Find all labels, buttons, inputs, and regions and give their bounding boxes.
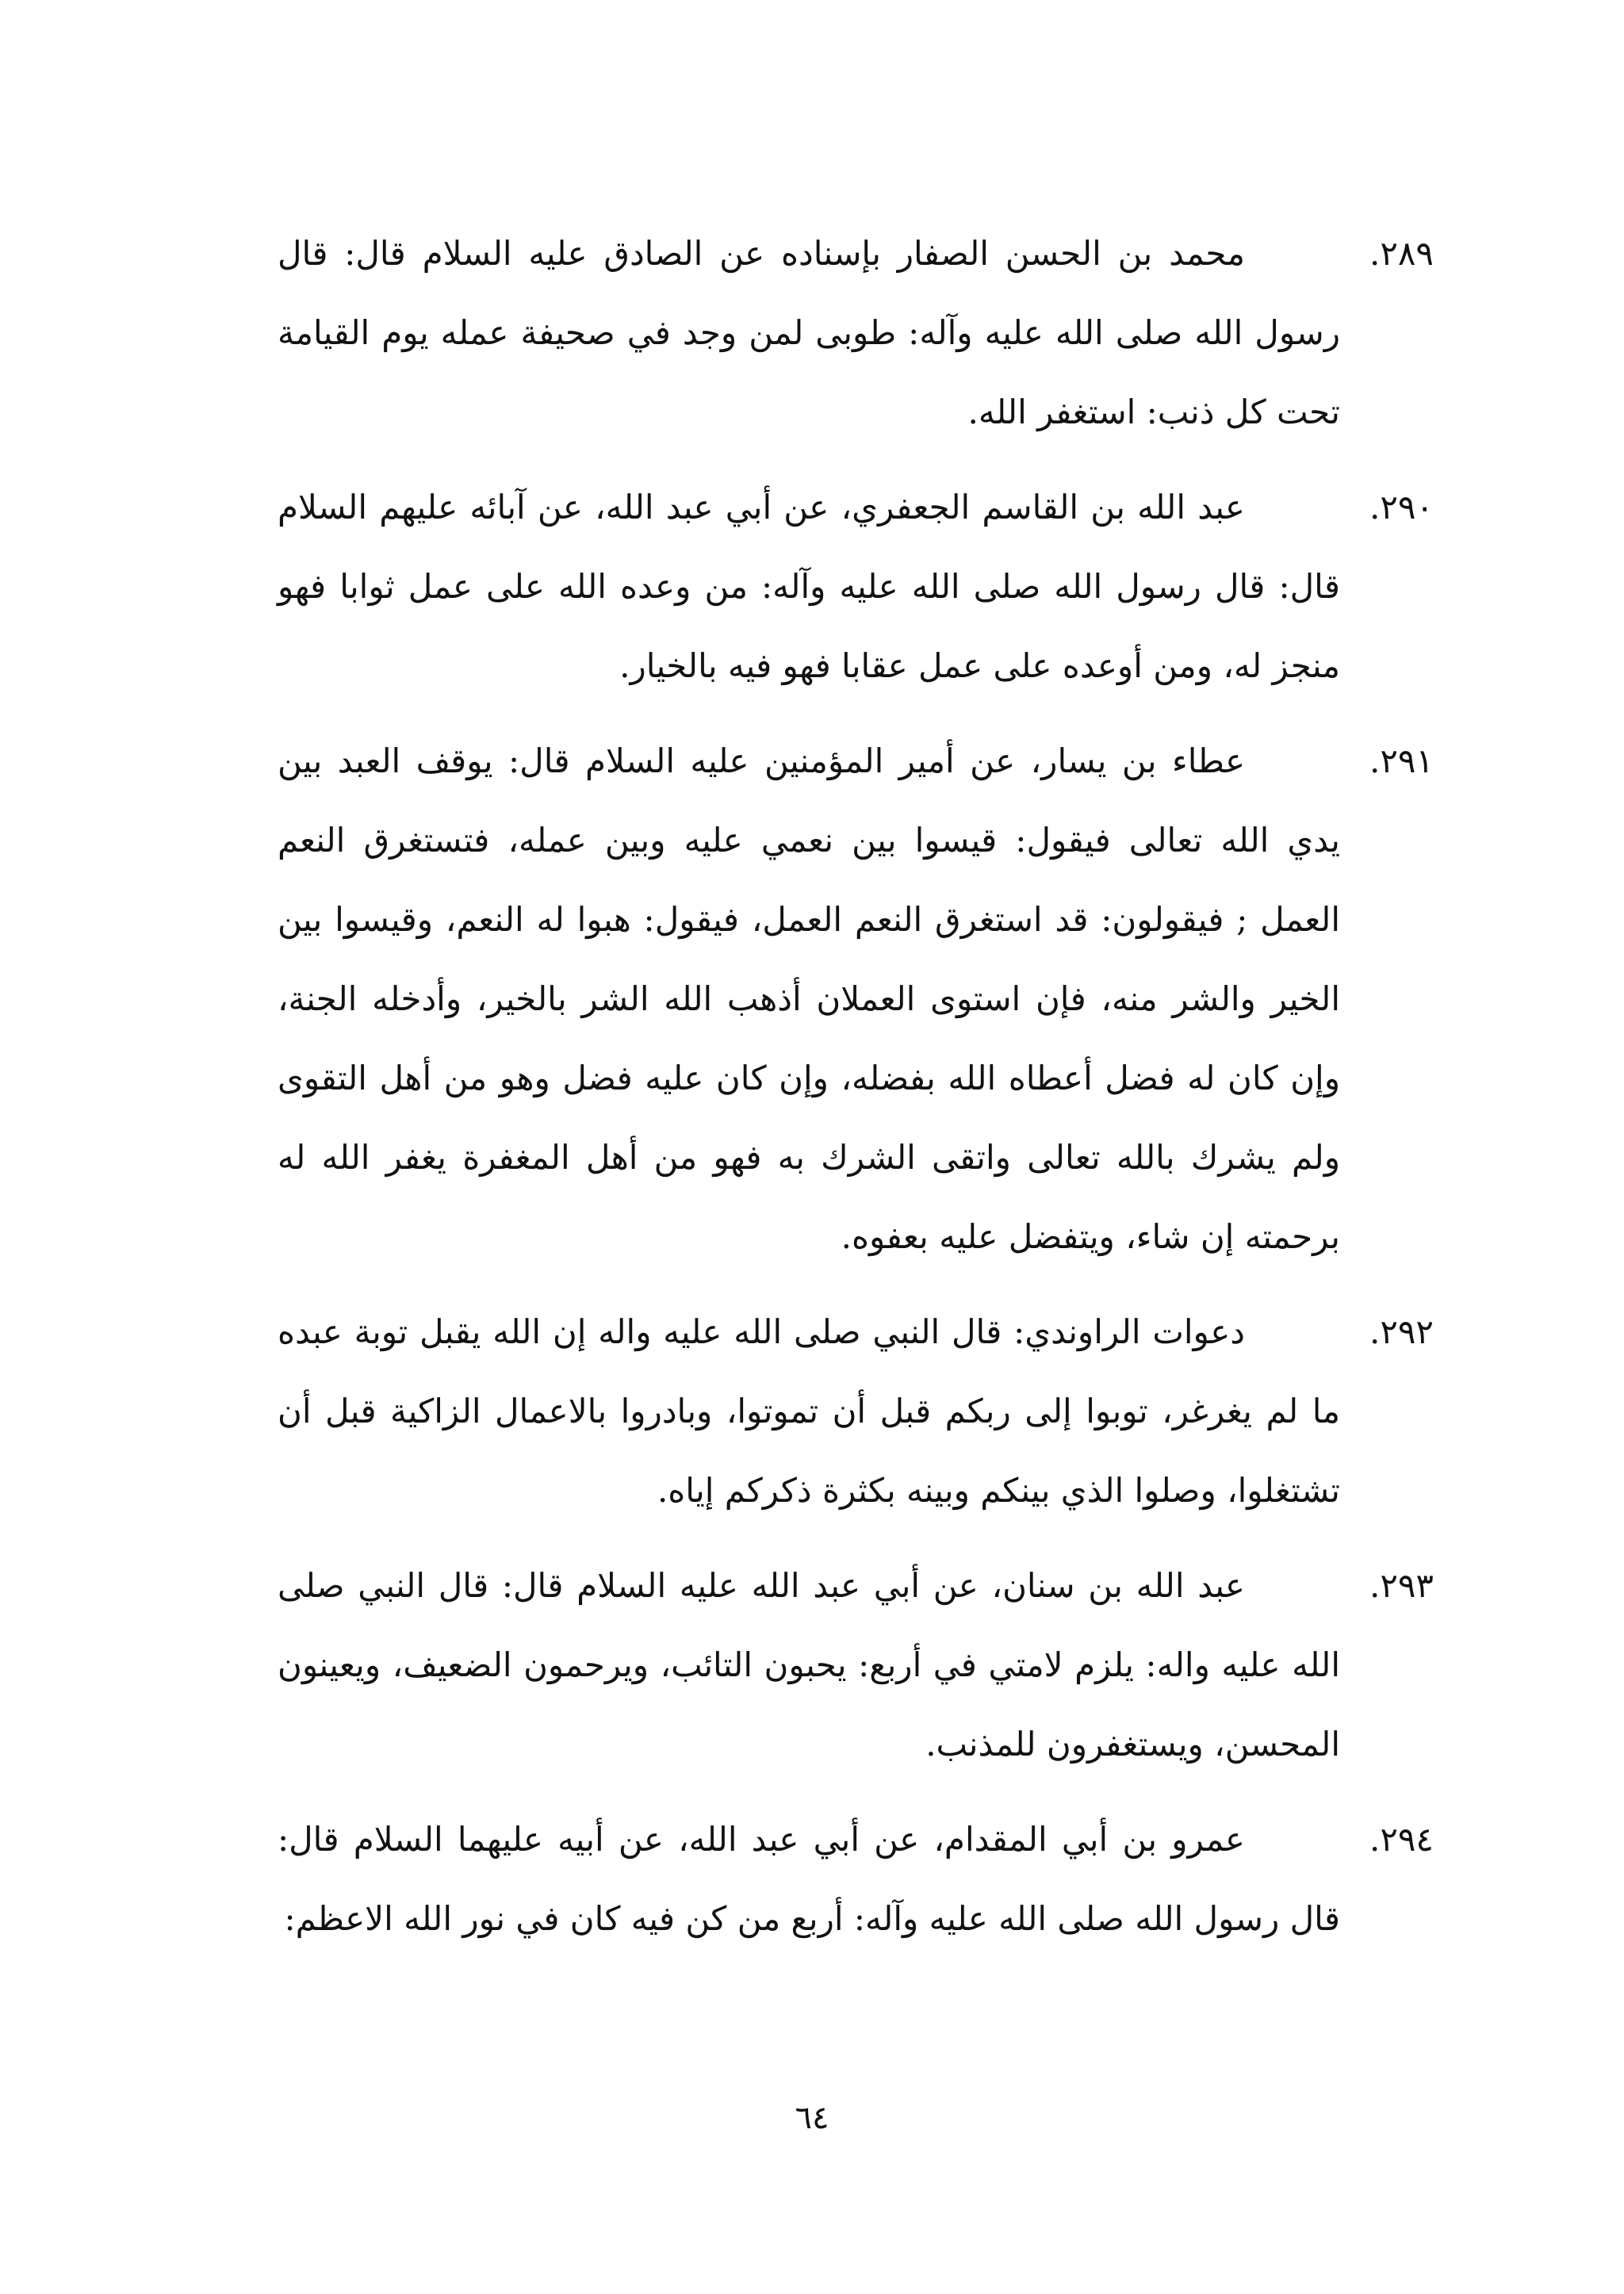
entry-text: عمرو بن أبي المقدام، عن أبي عبد الله، عن أبيه عليهما السلام قال: قال رسول الله صلى الله عليه وآله: أربع من كن فيه كان في نور الله الاعظم: bbox=[278, 1820, 1340, 1938]
entry-text: عبد الله بن القاسم الجعفري، عن أبي عبد الله، عن آبائه عليهم السلام قال: قال رسول الله صلى الله عليه وآله: من وعده الله على عمل ثوابا فهو منجز له، ومن أوعده على عمل عقابا فهو فيه بالخيار. bbox=[278, 488, 1340, 685]
hadith-entry-290 bbox=[278, 468, 1434, 706]
entry-text: عطاء بن يسار، عن أمير المؤمنين عليه السلام قال: يوقف العبد بين يدي الله تعالى فيقول: قيسوا بين نعمي عليه وبين عمله، فتستغرق النعم العمل ; فيقولون: قد استغرق النعم العمل، فيقول: هبوا له النعم، وقيسوا بين الخير والشر منه، فإن استوى العملان أذهب الله الشر بالخير، وأدخله الجنة، وإن كان له فضل أعطاه الله بفضله، وإن كان عليه فضل وهو من أهل التقوى ولم يشرك بالله تعالى واتقى الشرك به فهو من أهل المغفرة يغفر الله له برحمته إن شاء، ويتفضل عليه بعفوه. bbox=[278, 741, 1340, 1256]
entry-number: ٢٩١. bbox=[1369, 741, 1434, 780]
entry-number: ٢٨٩. bbox=[1369, 234, 1434, 273]
entry-text: عبد الله بن سنان، عن أبي عبد الله عليه السلام قال: قال النبي صلى الله عليه واله: يلزم لامتي في أربع: يحبون التائب، ويرحمون الضعيف، ويعينون المحسن، ويستغفرون للمذنب. bbox=[278, 1566, 1340, 1764]
hadith-entry-292 bbox=[278, 1293, 1434, 1530]
entry-text: محمد بن الحسن الصفار بإسناده عن الصادق عليه السلام قال: قال رسول الله صلى الله عليه وآله: طوبى لمن وجد في صحيفة عمله يوم القيامة تحت كل ذنب: استغفر الله. bbox=[278, 234, 1340, 431]
entry-number: ٢٩٠. bbox=[1369, 488, 1434, 527]
hadith-entry-289 bbox=[278, 214, 1434, 452]
hadith-entry-294 bbox=[278, 1800, 1434, 1959]
hadith-entry-293 bbox=[278, 1546, 1434, 1784]
hadith-entry-291 bbox=[278, 722, 1434, 1277]
entry-number: ٢٩٢. bbox=[1369, 1312, 1434, 1351]
page-body bbox=[278, 214, 1434, 1974]
entry-number: ٢٩٤. bbox=[1369, 1820, 1434, 1859]
entry-text: دعوات الراوندي: قال النبي صلى الله عليه واله إن الله يقبل توبة عبده ما لم يغرغر، توبوا إلى ربكم قبل أن تموتوا، وبادروا بالاعمال الزاكية قبل أن تشتغلوا، وصلوا الذي بينكم وبينه بكثرة ذكركم إياه. bbox=[278, 1312, 1340, 1510]
page-number: ٦٤ bbox=[795, 2100, 829, 2136]
entry-number: ٢٩٣. bbox=[1369, 1566, 1434, 1605]
